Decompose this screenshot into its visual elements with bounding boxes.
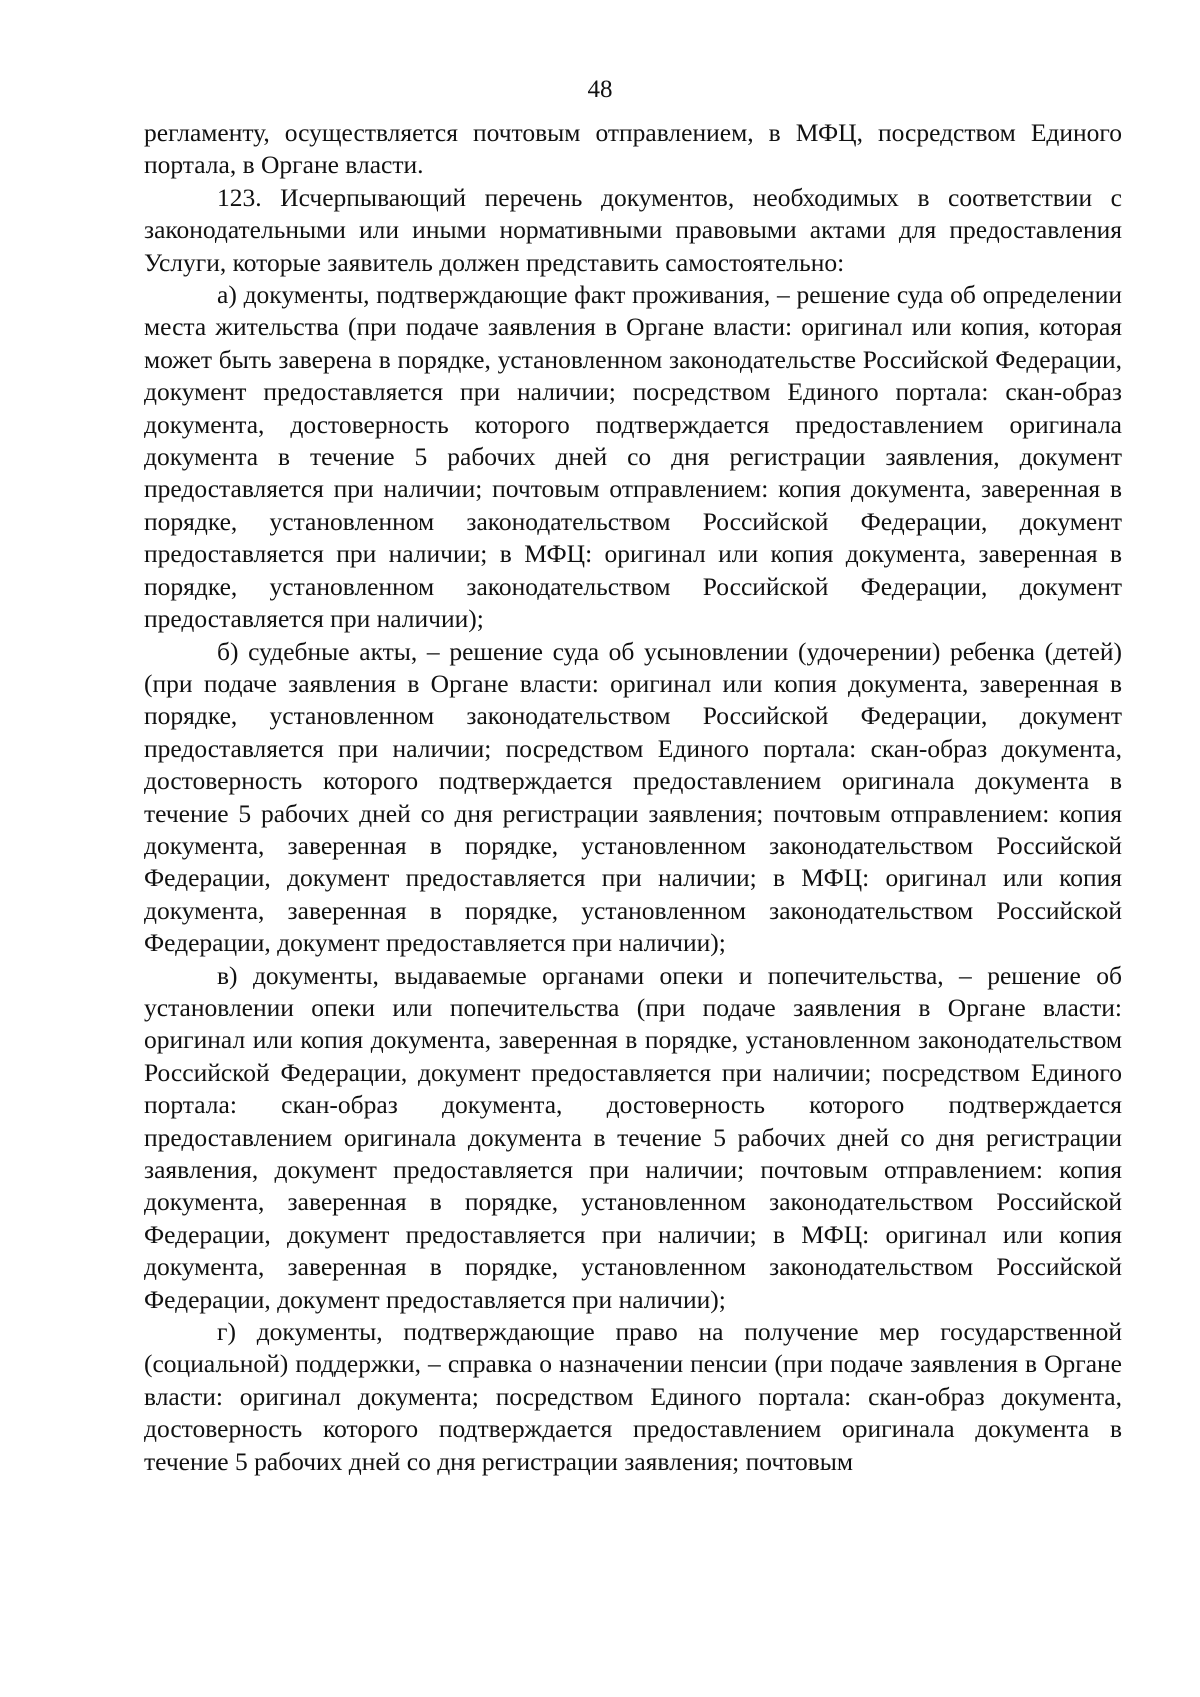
document-body (144, 117, 1122, 1478)
paragraph-item-g: г) документы, подтверждающие право на получение мер государственной (социальной) поддержки, – справка о назначении пенсии (при подаче заявления в Органе власти: оригинал документа; посредством Единого портала: скан-образ документа, достоверность которого подтверждается предоставлением оригинала документа в течение 5 рабочих дней со дня регистрации заявления; почтовым (144, 1317, 1122, 1476)
paragraph-item-a: а) документы, подтверждающие факт проживания, – решение суда об определении места жительства (при подаче заявления в Органе власти: оригинал или копия, которая может быть заверена в порядке, установленном законодательстве Российской Федерации, документ предоставляется при наличии; посредством Единого портала: скан-образ документа, достоверность которого подтверждается предоставлением оригинала документа в течение 5 рабочих дней со дня регистрации заявления, документ предоставляется при наличии; почтовым отправлением: копия документа, заверенная в порядке, установленном законодательством Российской Федерации, документ предоставляется при наличии; в МФЦ: оригинал или копия документа, заверенная в порядке, установленном законодательством Российской Федерации, документ предоставляется при наличии); (144, 280, 1122, 634)
page-number: 48 (587, 76, 613, 103)
paragraph-continuation: регламенту, осуществляется почтовым отправлением, в МФЦ, посредством Единого портала, в Органе власти. (144, 118, 1122, 180)
paragraph-item-b: б) судебные акты, – решение суда об усыновлении (удочерении) ребенка (детей) (при подаче заявления в Органе власти: оригинал или копия документа, заверенная в порядке, установленном законодательством Российской Федерации, документ предоставляется при наличии; посредством Единого портала: скан-образ документа, достоверность которого подтверждается предоставлением оригинала документа в течение 5 рабочих дней со дня регистрации заявления; почтовым отправлением: копия документа, заверенная в порядке, установленном законодательством Российской Федерации, документ предоставляется при наличии; в МФЦ: оригинал или копия документа, заверенная в порядке, установленном законодательством Российской Федерации, документ предоставляется при наличии); (144, 636, 1122, 958)
paragraph-123: 123. Исчерпывающий перечень документов, необходимых в соответствии с законодательными или иными нормативными правовыми актами для предоставления Услуги, которые заявитель должен представить самостоятельно: (144, 182, 1122, 277)
paragraph-item-v: в) документы, выдаваемые органами опеки и попечительства, – решение об установлении опеки или попечительства (при подаче заявления в Органе власти: оригинал или копия документа, заверенная в порядке, установленном законодательством Российской Федерации, документ предоставляется при наличии; посредством Единого портала: скан-образ документа, достоверность которого подтверждается предоставлением оригинала документа в течение 5 рабочих дней со дня регистрации заявления, документ предоставляется при наличии; почтовым отправлением: копия документа, заверенная в порядке, установленном законодательством Российской Федерации, документ предоставляется при наличии; в МФЦ: оригинал или копия документа, заверенная в порядке, установленном законодательством Российской Федерации, документ предоставляется при наличии); (144, 960, 1122, 1314)
